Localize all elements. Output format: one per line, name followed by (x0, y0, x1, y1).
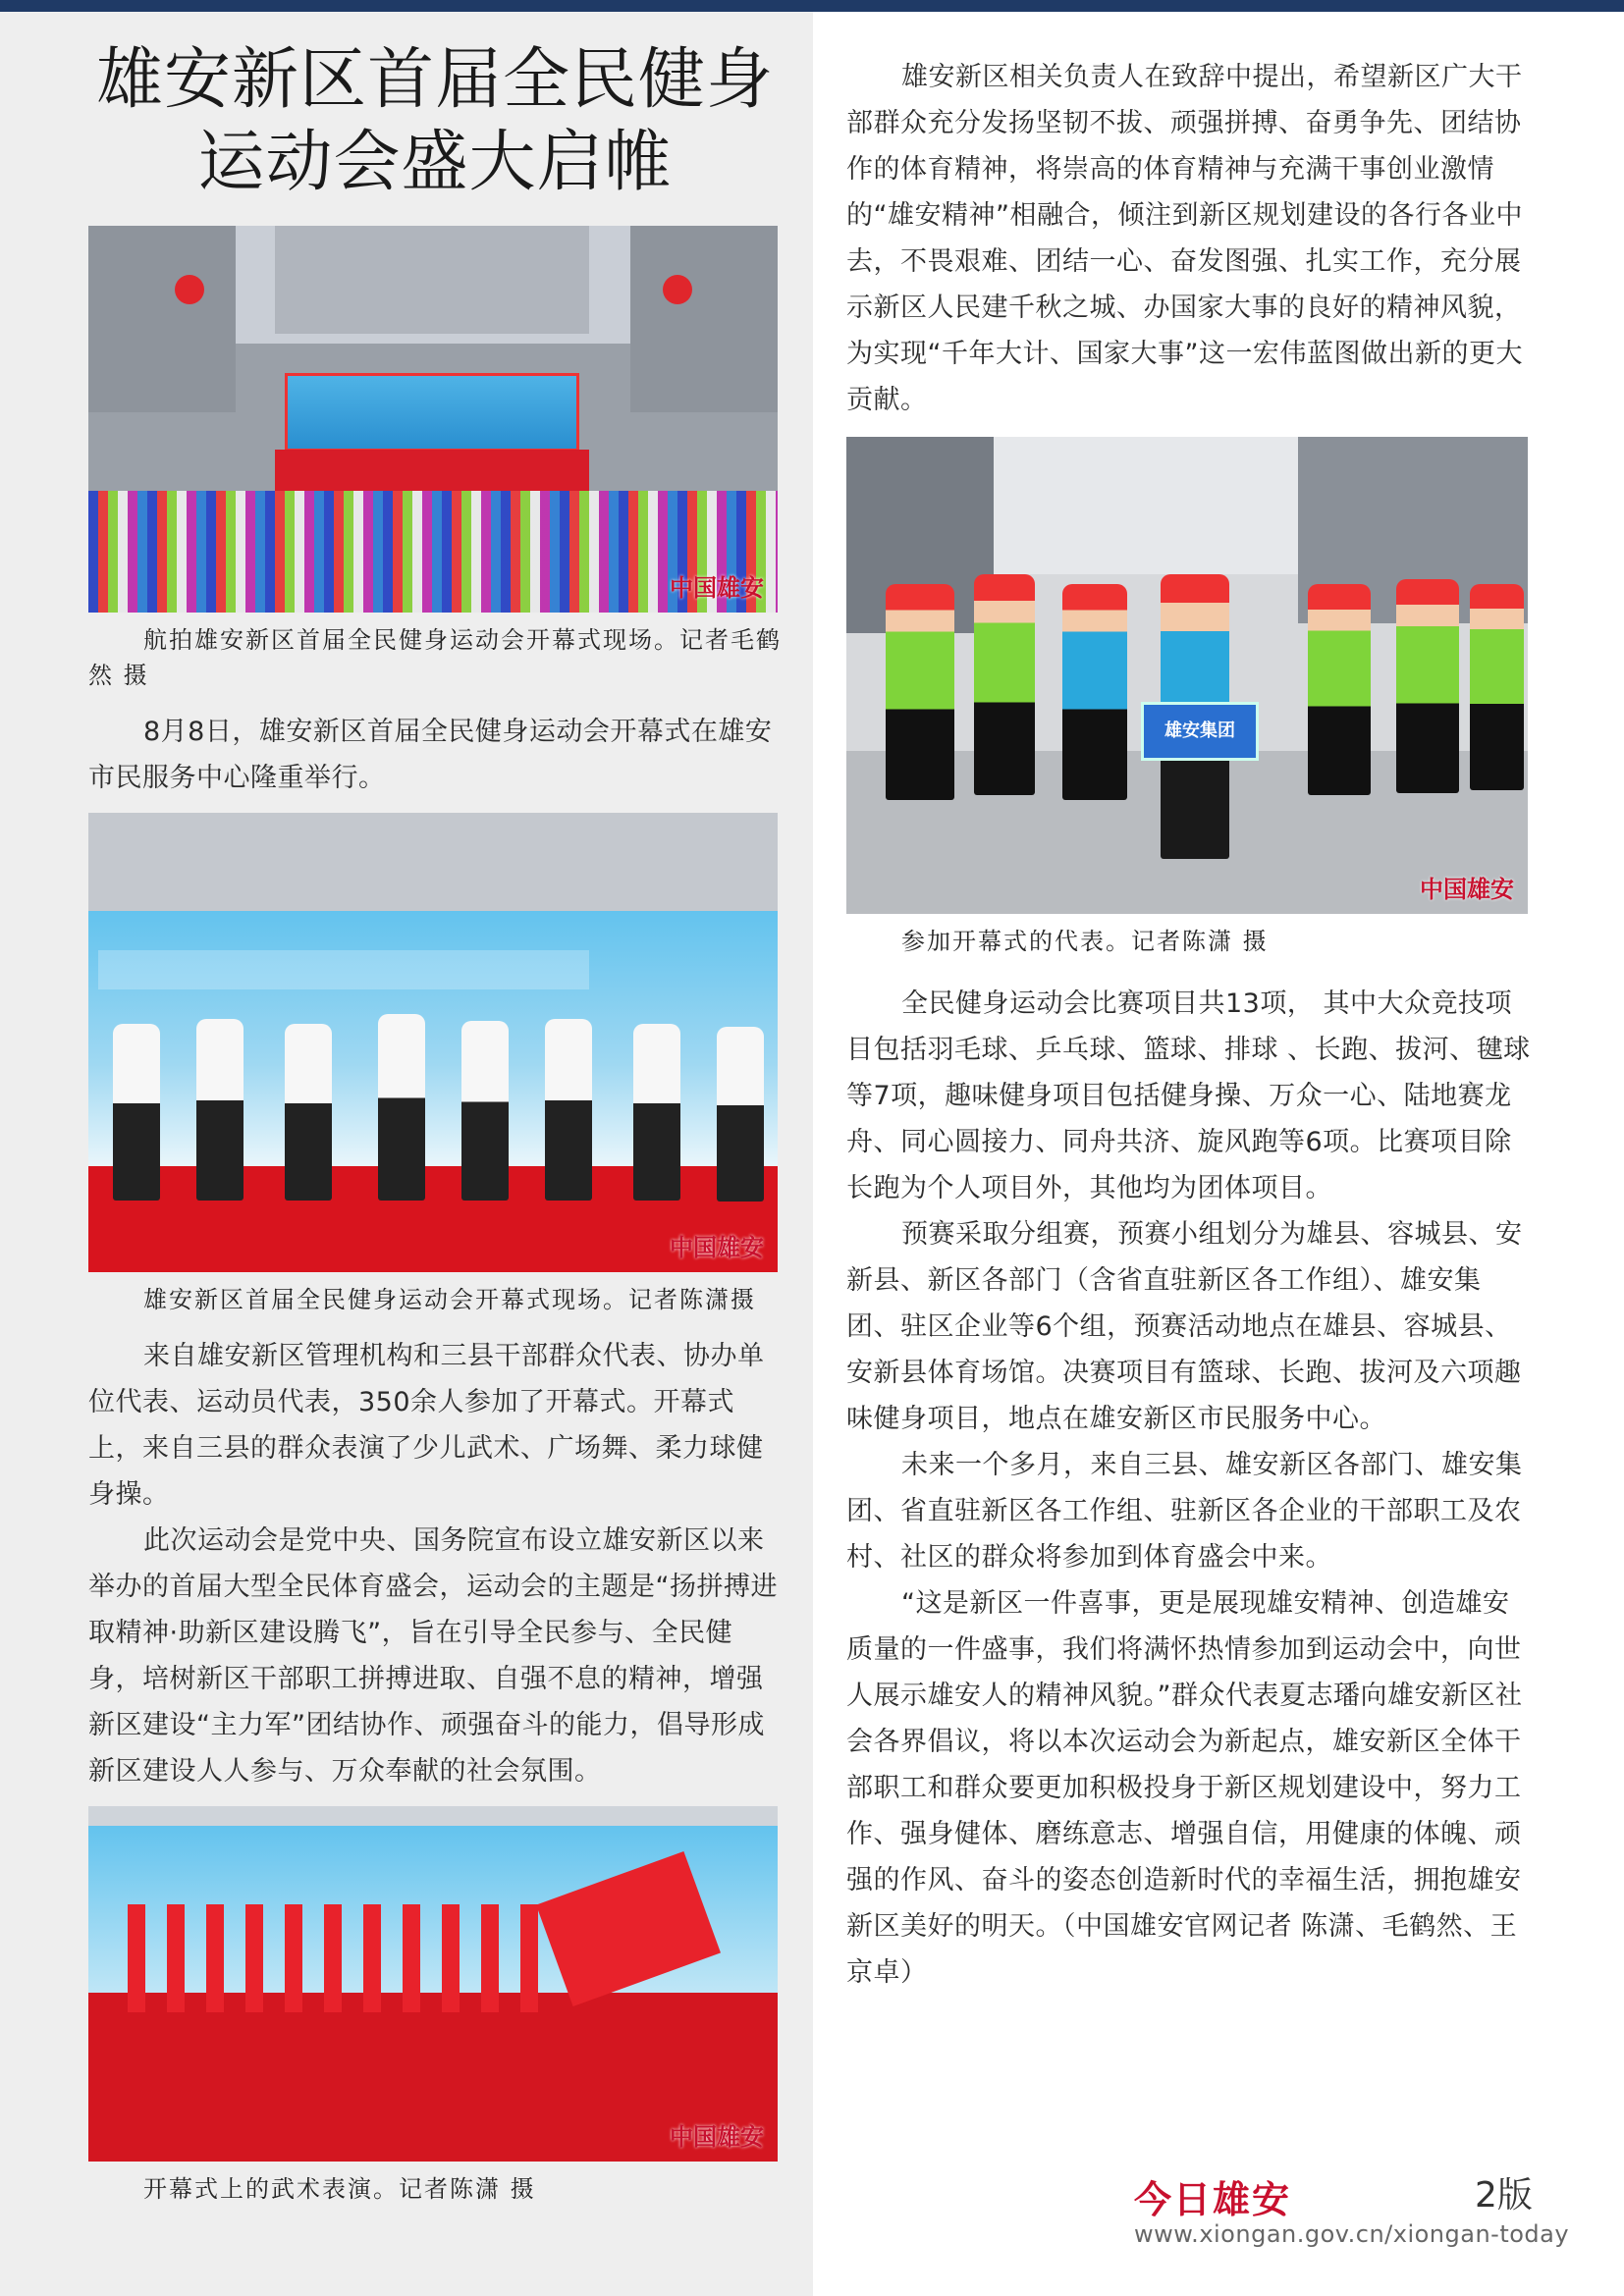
footer-brand-logo: 今日雄安 (1134, 2177, 1292, 2221)
caption-photo-3: 开幕式上的武术表演。记者陈潇 摄 (143, 2175, 536, 2203)
caption-photo-1: 航拍雄安新区首届全民健身运动会开幕式现场。记者毛鹤然 摄 (88, 626, 782, 689)
footer-url: www.xiongan.gov.cn/xiongan-today (1134, 2220, 1570, 2248)
right-column (846, 54, 1534, 1996)
title-line-2: 运动会盛大启帷 (197, 124, 673, 201)
top-bar (0, 0, 1624, 12)
photo-representatives (846, 437, 1528, 914)
paragraph-3: 此次运动会是党中央、国务院宣布设立雄安新区以来举办的首届大型全民体育盛会，运动会的主题是“扬拼搏进取精神·助新区建设腾飞”，旨在引导全民参与、全民健身，培树新区干部职工拼搏进取、自强不息的精神，增强新区建设“主力军”团结协作、顽强奋斗的能力，倡导形成新区建设人人参与、万众奉献的社会氛围。 (88, 1525, 778, 1787)
caption-photo-4: 参加开幕式的代表。记者陈潇 摄 (901, 928, 1269, 955)
photo-martial-arts (88, 1806, 778, 2162)
left-column (88, 39, 782, 2222)
article-title (88, 39, 782, 204)
paragraph-1: 8月8日，雄安新区首届全民健身运动会开幕式在雄安市民服务中心隆重举行。 (88, 717, 773, 793)
page-number: 2版 (1475, 2175, 1533, 2216)
caption-photo-2: 雄安新区首届全民健身运动会开幕式现场。记者陈潇摄 (143, 1286, 756, 1313)
watermark-logo: 中国雄安 (670, 1233, 764, 1261)
photo-aerial-ceremony (88, 226, 778, 613)
watermark-logo: 中国雄安 (670, 2122, 764, 2151)
team-sign: 雄安集团 (1141, 702, 1259, 761)
watermark-logo: 中国雄安 (670, 573, 764, 602)
paragraph-7: 未来一个多月，来自三县、雄安新区各部门、雄安集团、省直驻新区各工作组、驻新区各企业的干部职工及农村、社区的群众将参加到体育盛会中来。 (846, 1450, 1523, 1573)
paragraph-2: 来自雄安新区管理机构和三县干部群众代表、协办单位代表、运动员代表，350余人参加了开幕式。开幕式上，来自三县的群众表演了少儿武术、广场舞、柔力球健身操。 (88, 1341, 765, 1510)
paragraph-6: 预赛采取分组赛，预赛小组划分为雄县、容城县、安新县、新区各部门（含省直驻新区各工作组）、雄安集团、驻区企业等6个组，预赛活动地点在雄县、容城县、安新县体育场馆。决赛项目有篮球、长跑、拔河及六项趣味健身项目，地点在雄安新区市民服务中心。 (846, 1219, 1523, 1434)
watermark-logo: 中国雄安 (1420, 875, 1514, 903)
paragraph-5: 全民健身运动会比赛项目共13项， 其中大众竞技项目包括羽毛球、乒乓球、篮球、排球 、长跑、拔河、毽球等7项，趣味健身项目包括健身操、万众一心、陆地赛龙舟、同心圆接力、同舟共济、旋风跑等6项。比赛项目除长跑为个人项目外，其他均为团体项目。 (846, 988, 1531, 1203)
photo-officials-stage (88, 813, 778, 1272)
paragraph-8: “这是新区一件喜事，更是展现雄安精神、创造雄安质量的一件盛事，我们将满怀热情参加到运动会中，向世人展示雄安人的精神风貌。”群众代表夏志璠向雄安新区社会各界倡议，将以本次运动会为新起点，雄安新区全体干部职工和群众要更加积极投身于新区规划建设中，努力工作、强身健体、磨练意志、增强自信，用健康的体魄、顽强的作风、奋斗的姿态创造新时代的幸福生活，拥抱雄安新区美好的明天。（中国雄安官网记者 陈潇、毛鹤然、王京卓） (846, 1588, 1523, 1988)
paragraph-4: 雄安新区相关负责人在致辞中提出，希望新区广大干部群众充分发扬坚韧不拔、顽强拼搏、奋勇争先、团结协作的体育精神，将崇高的体育精神与充满干事创业激情的“雄安精神”相融合，倾注到新区规划建设的各行各业中去，不畏艰难、团结一心、奋发图强、扎实工作，充分展示新区人民建千秋之城、办国家大事的良好的精神风貌，为实现“千年大计、国家大事”这一宏伟蓝图做出新的更大贡献。 (846, 62, 1523, 415)
title-line-1: 雄安新区首届全民健身 (95, 41, 774, 119)
